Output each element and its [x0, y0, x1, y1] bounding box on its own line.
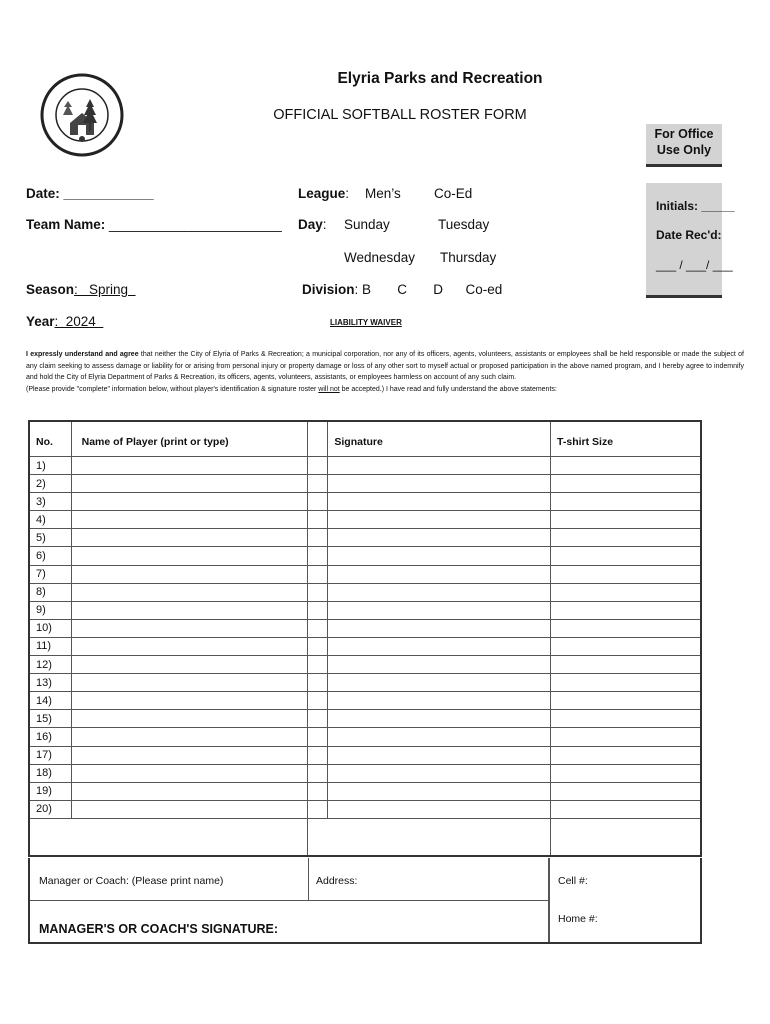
spacer-cell[interactable] — [308, 782, 328, 800]
tshirt-size-cell[interactable] — [551, 800, 701, 818]
year-field[interactable] — [26, 314, 103, 329]
row-number: 20) — [29, 800, 71, 818]
waiver-note — [26, 384, 744, 396]
division-values: : B C D Co-ed — [354, 282, 503, 297]
form-title: OFFICIAL SOFTBALL ROSTER FORM — [273, 107, 527, 123]
player-name-cell[interactable] — [71, 493, 308, 511]
division-field[interactable] — [302, 282, 502, 297]
division-label: Division — [302, 282, 355, 297]
row-number: 16) — [29, 728, 71, 746]
signature-cell[interactable] — [328, 547, 551, 565]
header-player-name: Name of Player (print or type) — [71, 421, 308, 457]
day-colon: : — [322, 217, 327, 232]
player-name-cell[interactable] — [71, 511, 308, 529]
row-number: 15) — [29, 710, 71, 728]
extra-cell-right[interactable] — [551, 818, 701, 856]
row-number: 9) — [29, 601, 71, 619]
season-value: : Spring — [74, 282, 136, 297]
spacer-cell[interactable] — [308, 601, 328, 619]
spacer-cell[interactable] — [308, 800, 328, 818]
signature-cell[interactable] — [328, 583, 551, 601]
player-name-cell[interactable] — [71, 728, 308, 746]
player-name-cell[interactable] — [71, 674, 308, 692]
row-number: 3) — [29, 493, 71, 511]
row-number: 6) — [29, 547, 71, 565]
waiver-note-before: (Please provide "complete" information below, without player's identification & signature roster — [26, 385, 319, 393]
row-number: 17) — [29, 746, 71, 764]
year-value: : 2024 — [54, 314, 104, 329]
table-row — [29, 565, 701, 583]
waiver-lead: I expressly understand and agree — [26, 351, 139, 358]
date-field[interactable]: Date: ____________ — [26, 186, 154, 201]
spacer-cell[interactable] — [308, 565, 328, 583]
player-name-cell[interactable] — [71, 583, 308, 601]
tshirt-size-cell[interactable] — [551, 656, 701, 674]
tshirt-size-cell[interactable] — [551, 674, 701, 692]
spacer-cell[interactable] — [308, 746, 328, 764]
spacer-cell[interactable] — [308, 457, 328, 475]
spacer-cell[interactable] — [308, 674, 328, 692]
date-received-field[interactable]: ___ / ___/ ___ — [656, 258, 733, 272]
header-signature: Signature — [328, 421, 551, 457]
table-row — [29, 674, 701, 692]
table-row — [29, 656, 701, 674]
office-use-box — [646, 183, 735, 298]
table-row — [29, 728, 701, 746]
day-label: Day — [298, 217, 323, 232]
header-spacer — [308, 421, 328, 457]
waiver-body: that neither the City of Elyria of Parks & Recreation; a municipal corporation, nor any of its officers, agents, volunteers, assistants or employees shall be held responsible or made the subject of any claim seeking to assess damage or liability for or arising from personal injury or property damage or loss of any other sort to myself actual or proposed participation in the above named program, and I hereby agree to indemnify and hold the City of Elyria Department of Parks & Recreation, its officers, agents, volunteers, assistants, or employees harmless on account of any such claim. — [26, 351, 744, 381]
row-number: 4) — [29, 511, 71, 529]
spacer-cell[interactable] — [308, 583, 328, 601]
tshirt-size-cell[interactable] — [551, 710, 701, 728]
phone-cell[interactable] — [549, 858, 701, 942]
office-use-line2: Use Only — [656, 143, 712, 157]
table-row — [29, 457, 701, 475]
signature-cell[interactable] — [328, 619, 551, 637]
league-option-mens[interactable]: Men’s — [365, 186, 401, 201]
team-name-tail: __ — [266, 217, 282, 232]
player-name-cell[interactable] — [71, 619, 308, 637]
tshirt-size-cell[interactable] — [551, 637, 701, 655]
office-use-line1: For Office — [654, 127, 714, 141]
table-row — [29, 637, 701, 655]
player-name-cell[interactable] — [71, 457, 308, 475]
manager-info-section — [28, 858, 702, 944]
signature-cell[interactable] — [328, 601, 551, 619]
signature-cell[interactable] — [328, 511, 551, 529]
tshirt-size-cell[interactable] — [551, 728, 701, 746]
player-name-cell[interactable] — [71, 692, 308, 710]
spacer-cell[interactable] — [308, 493, 328, 511]
spacer-cell[interactable] — [308, 619, 328, 637]
tshirt-size-cell[interactable] — [551, 511, 701, 529]
signature-cell[interactable] — [328, 457, 551, 475]
table-row — [29, 475, 701, 493]
row-number: 2) — [29, 475, 71, 493]
office-use-header — [646, 124, 722, 167]
day-option-tuesday[interactable]: Tuesday — [438, 217, 490, 232]
signature-cell[interactable] — [328, 800, 551, 818]
row-number: 14) — [29, 692, 71, 710]
signature-cell[interactable] — [328, 764, 551, 782]
spacer-cell[interactable] — [308, 710, 328, 728]
tshirt-size-cell[interactable] — [551, 565, 701, 583]
table-row — [29, 764, 701, 782]
cell-phone-label: Cell #: — [558, 875, 588, 887]
tshirt-size-cell[interactable] — [551, 692, 701, 710]
player-name-cell[interactable] — [71, 710, 308, 728]
initials-field[interactable]: Initials: _____ — [656, 199, 735, 213]
table-row — [29, 547, 701, 565]
waiver-note-underlined: will not — [318, 385, 340, 393]
roster-header-row — [29, 421, 701, 457]
table-row — [29, 710, 701, 728]
home-phone-label: Home #: — [558, 913, 598, 925]
player-name-cell[interactable] — [71, 800, 308, 818]
spacer-cell[interactable] — [308, 637, 328, 655]
spacer-cell[interactable] — [308, 728, 328, 746]
row-number: 12) — [29, 656, 71, 674]
player-name-cell[interactable] — [71, 547, 308, 565]
table-row — [29, 746, 701, 764]
league-label: League — [298, 186, 346, 201]
row-number: 7) — [29, 565, 71, 583]
row-number: 19) — [29, 782, 71, 800]
row-number: 1) — [29, 457, 71, 475]
spacer-cell[interactable] — [308, 547, 328, 565]
tshirt-size-cell[interactable] — [551, 764, 701, 782]
signature-cell[interactable] — [328, 746, 551, 764]
table-row — [29, 493, 701, 511]
spacer-cell[interactable] — [308, 692, 328, 710]
spacer-cell[interactable] — [308, 764, 328, 782]
league-field — [298, 186, 349, 201]
tshirt-size-cell[interactable] — [551, 493, 701, 511]
tshirt-size-cell[interactable] — [551, 583, 701, 601]
address-label: Address: — [316, 875, 358, 887]
tshirt-size-cell[interactable] — [551, 782, 701, 800]
address-cell[interactable] — [308, 858, 549, 901]
team-name-blank: _____________________ — [105, 217, 267, 232]
tshirt-size-cell[interactable] — [551, 601, 701, 619]
player-name-cell[interactable] — [71, 601, 308, 619]
spacer-cell[interactable] — [308, 656, 328, 674]
day-option-thursday[interactable]: Thursday — [440, 250, 497, 265]
signature-cell[interactable] — [328, 637, 551, 655]
row-number: 10) — [29, 619, 71, 637]
player-name-cell[interactable] — [71, 764, 308, 782]
manager-name-cell[interactable] — [30, 858, 309, 901]
organization-title: Elyria Parks and Recreation — [337, 70, 543, 87]
spacer-cell[interactable] — [308, 529, 328, 547]
table-row — [29, 583, 701, 601]
liability-waiver-text — [26, 349, 744, 395]
tshirt-size-cell[interactable] — [551, 746, 701, 764]
tshirt-size-cell[interactable] — [551, 475, 701, 493]
signature-cell[interactable] — [328, 565, 551, 583]
spacer-cell[interactable] — [308, 475, 328, 493]
signature-cell[interactable] — [30, 901, 549, 942]
player-name-cell[interactable] — [71, 475, 308, 493]
roster-table — [28, 420, 702, 857]
header-number: No. — [29, 421, 71, 457]
day-field — [298, 217, 327, 232]
player-name-cell[interactable] — [71, 656, 308, 674]
row-number: 5) — [29, 529, 71, 547]
league-option-coed[interactable]: Co-Ed — [434, 186, 473, 201]
day-option-sunday[interactable]: Sunday — [344, 217, 390, 232]
team-name-label: Team Name: — [26, 217, 106, 232]
season-label: Season — [26, 282, 75, 297]
table-row — [29, 601, 701, 619]
signature-label: MANAGER'S OR COACH'S SIGNATURE: — [39, 922, 279, 936]
season-field[interactable] — [26, 282, 136, 297]
header-tshirt-size: T-shirt Size — [551, 421, 701, 457]
signature-cell[interactable] — [328, 710, 551, 728]
table-row — [29, 782, 701, 800]
table-row — [29, 619, 701, 637]
spacer-cell[interactable] — [308, 511, 328, 529]
team-name-field[interactable] — [26, 217, 282, 232]
signature-cell[interactable] — [328, 692, 551, 710]
table-row — [29, 692, 701, 710]
table-row — [29, 800, 701, 818]
player-name-cell[interactable] — [71, 637, 308, 655]
table-row — [29, 529, 701, 547]
manager-name-label: Manager or Coach: (Please print name) — [39, 875, 224, 887]
year-label: Year — [26, 314, 55, 329]
signature-cell[interactable] — [328, 529, 551, 547]
player-name-cell[interactable] — [71, 529, 308, 547]
tshirt-size-cell[interactable] — [551, 547, 701, 565]
row-number: 8) — [29, 583, 71, 601]
date-received-label: Date Rec'd: — [656, 228, 722, 242]
signature-cell[interactable] — [328, 493, 551, 511]
table-row — [29, 511, 701, 529]
roster-extra-row — [29, 818, 701, 856]
player-name-cell[interactable] — [71, 746, 308, 764]
tshirt-size-cell[interactable] — [551, 457, 701, 475]
day-option-wednesday[interactable]: Wednesday — [344, 250, 416, 265]
league-colon: : — [345, 186, 350, 201]
player-name-cell[interactable] — [71, 565, 308, 583]
signature-cell[interactable] — [328, 728, 551, 746]
player-name-cell[interactable] — [71, 782, 308, 800]
row-number: 18) — [29, 764, 71, 782]
tshirt-size-cell[interactable] — [551, 529, 701, 547]
row-number: 11) — [29, 637, 71, 655]
tshirt-size-cell[interactable] — [551, 619, 701, 637]
extra-cell-left[interactable] — [29, 818, 308, 856]
row-number: 13) — [29, 674, 71, 692]
signature-cell[interactable] — [328, 782, 551, 800]
liability-waiver-title: LIABILITY WAIVER — [330, 318, 402, 327]
signature-cell[interactable] — [328, 656, 551, 674]
extra-cell-middle[interactable] — [308, 818, 551, 856]
signature-cell[interactable] — [328, 674, 551, 692]
signature-cell[interactable] — [328, 475, 551, 493]
waiver-note-after: be accepted.) I have read and fully understand the above statements: — [339, 385, 557, 393]
